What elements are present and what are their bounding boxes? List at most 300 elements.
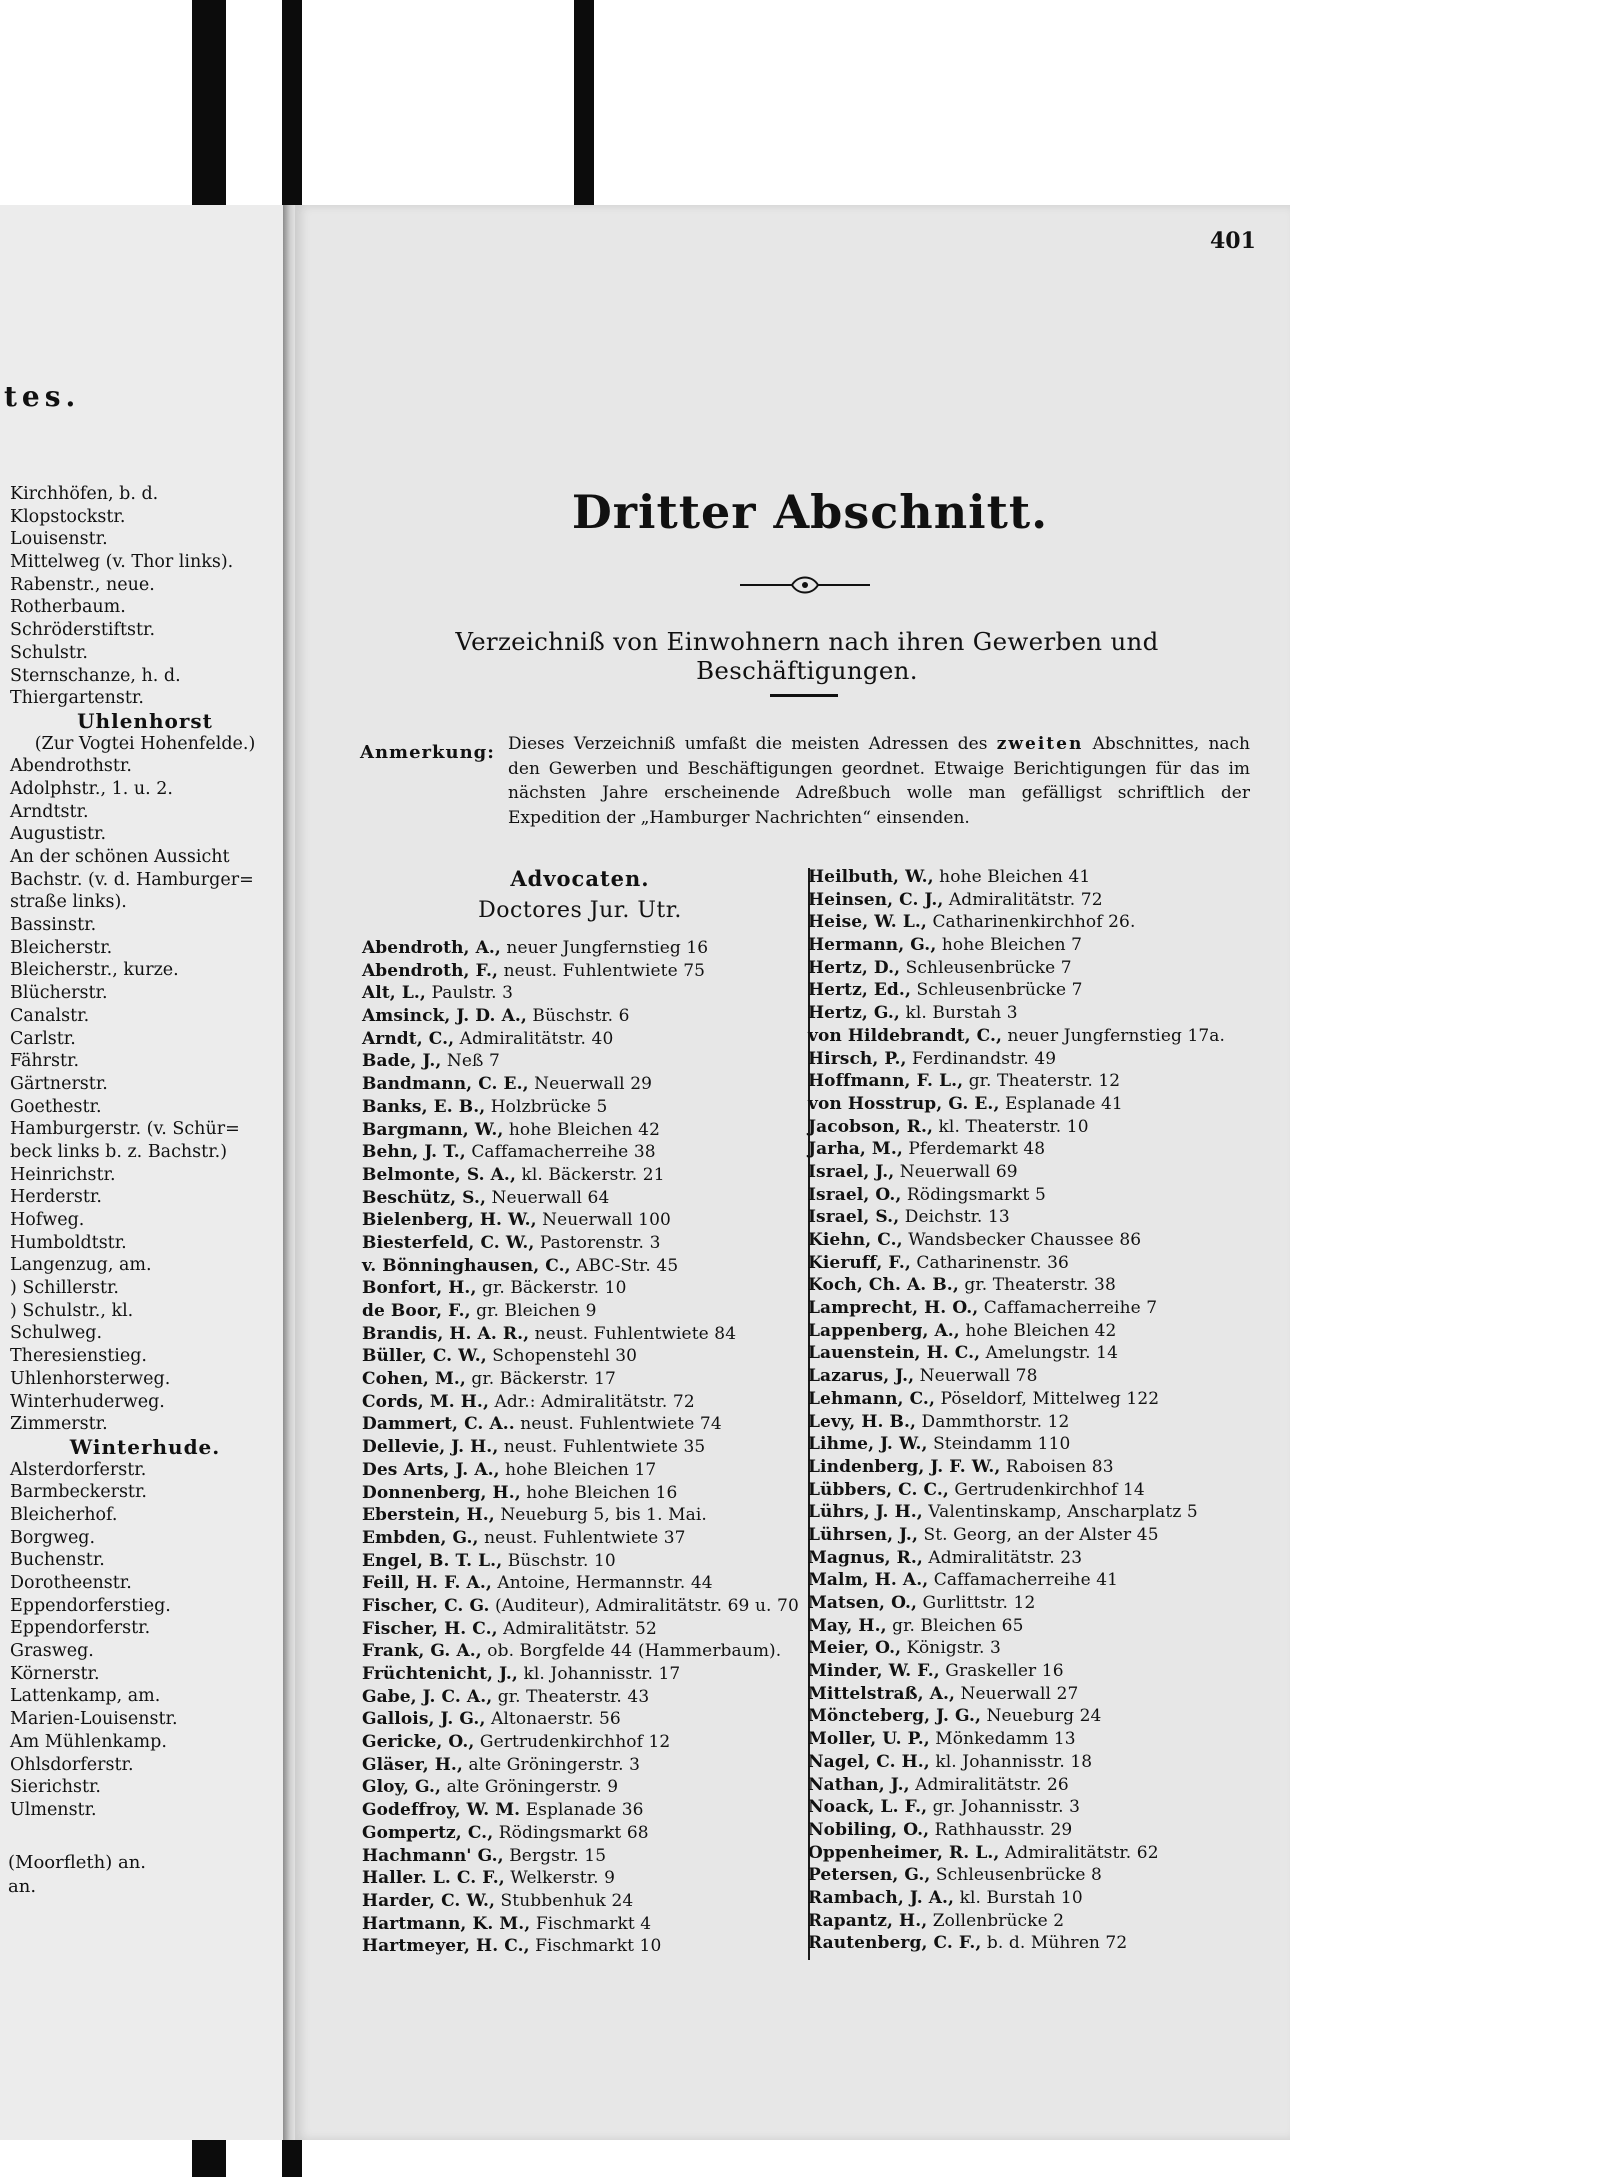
directory-entry bbox=[808, 1819, 1278, 1842]
directory-entry bbox=[808, 934, 1278, 957]
street-item: Marien-Louisenstr. bbox=[10, 1709, 178, 1730]
entry-name: Dammert, C. A.. bbox=[362, 1414, 515, 1435]
entry-address: Schleusenbrücke 7 bbox=[910, 980, 1083, 1001]
street-item: Canalstr. bbox=[10, 1005, 90, 1026]
note-text bbox=[508, 732, 1250, 830]
street-item: Dorotheenstr. bbox=[10, 1573, 132, 1593]
directory-entry bbox=[808, 1842, 1278, 1865]
entry-address: gr. Johannisstr. 3 bbox=[927, 1797, 1081, 1818]
entry-name: May, H., bbox=[808, 1615, 887, 1636]
entry-address: Schopenstehl 30 bbox=[486, 1346, 638, 1367]
directory-entry bbox=[362, 982, 807, 1005]
street-item: ) Schulstr., kl. bbox=[10, 1300, 134, 1321]
entry-address: Pöseldorf, Mittelweg 122 bbox=[934, 1388, 1160, 1409]
directory-entry bbox=[808, 1274, 1278, 1297]
directory-entry bbox=[362, 1459, 807, 1482]
street-item: Eppendorferstr. bbox=[10, 1618, 151, 1639]
entry-name: Meier, O., bbox=[808, 1638, 902, 1659]
directory-entry bbox=[362, 1391, 807, 1414]
directory-entry bbox=[808, 1910, 1278, 1933]
directory-entry bbox=[362, 1187, 807, 1210]
entry-address: Büschstr. 6 bbox=[526, 1006, 630, 1027]
entry-column-left bbox=[362, 937, 807, 1958]
page-number: 401 bbox=[1210, 228, 1256, 254]
street-item: Schulstr. bbox=[10, 642, 88, 663]
directory-entry bbox=[362, 1822, 807, 1845]
entry-address: Antoine, Hermannstr. 44 bbox=[491, 1573, 713, 1594]
entry-address: Neuerwall 100 bbox=[536, 1210, 671, 1231]
street-list bbox=[10, 483, 280, 1822]
street-item: Eppendorferstieg. bbox=[10, 1595, 171, 1616]
entry-address: Adr.: Admiralitätstr. 72 bbox=[488, 1391, 695, 1412]
directory-entry bbox=[808, 1206, 1278, 1229]
street-item: ) Schillerstr. bbox=[10, 1278, 119, 1299]
entry-name: Noack, L. F., bbox=[808, 1797, 928, 1818]
entry-name: Abendroth, A., bbox=[362, 938, 501, 958]
entry-address: hohe Bleichen 17 bbox=[499, 1459, 657, 1480]
entry-address: kl. Johannisstr. 17 bbox=[517, 1664, 681, 1684]
entry-name: Embden, G., bbox=[362, 1527, 479, 1548]
directory-entry bbox=[362, 1913, 807, 1936]
entry-address: Esplanade 41 bbox=[999, 1093, 1123, 1114]
entry-name: Lazarus, J., bbox=[808, 1366, 915, 1387]
entry-name: Hermann, G., bbox=[808, 935, 937, 956]
directory-entry bbox=[808, 1320, 1278, 1343]
entry-address: Admiralitätstr. 72 bbox=[943, 889, 1103, 910]
entry-name: Abendroth, F., bbox=[362, 960, 499, 981]
directory-entry bbox=[362, 1028, 807, 1051]
entry-name: Fischer, C. G. bbox=[362, 1595, 490, 1616]
entry-name: Nathan, J., bbox=[808, 1774, 910, 1795]
entry-name: Israel, S., bbox=[808, 1207, 900, 1228]
entry-address: Catharinenstr. 36 bbox=[910, 1252, 1069, 1273]
directory-entry bbox=[808, 1411, 1278, 1434]
entry-address: ABC-Str. 45 bbox=[570, 1255, 679, 1276]
street-item: Kirchhöfen, b. d. bbox=[10, 484, 159, 504]
street-item: Gärtnerstr. bbox=[10, 1073, 108, 1094]
street-item: Körnerstr. bbox=[10, 1663, 100, 1684]
directory-entry bbox=[808, 1592, 1278, 1615]
entry-address: kl. Bäckerstr. 21 bbox=[515, 1164, 665, 1185]
entry-name: Gläser, H., bbox=[362, 1754, 463, 1775]
entry-name: Hertz, Ed., bbox=[808, 980, 911, 1001]
entry-address: Gertrudenkirchhof 12 bbox=[474, 1732, 671, 1753]
directory-entry bbox=[362, 1754, 807, 1777]
directory-entry bbox=[362, 1277, 807, 1300]
directory-entry bbox=[362, 1890, 807, 1913]
entry-address: kl. Theaterstr. 10 bbox=[933, 1116, 1089, 1137]
directory-entry bbox=[808, 1887, 1278, 1910]
entry-name: Lehmann, C., bbox=[808, 1388, 935, 1409]
street-item: Schröderstiftstr. bbox=[10, 620, 156, 641]
directory-entry bbox=[362, 1663, 807, 1686]
directory-entry bbox=[362, 1550, 807, 1573]
directory-entry bbox=[362, 1368, 807, 1391]
entry-address: hohe Bleichen 42 bbox=[503, 1119, 661, 1140]
entry-name: Alt, L., bbox=[362, 983, 426, 1004]
entry-address: Gurlittstr. 12 bbox=[917, 1593, 1036, 1613]
entry-address: neust. Fuhlentwiete 37 bbox=[478, 1527, 686, 1548]
street-item: Uhlenhorst bbox=[77, 708, 213, 733]
entry-address: hohe Bleichen 16 bbox=[520, 1482, 678, 1503]
entry-name: Lamprecht, H. O., bbox=[808, 1298, 979, 1319]
directory-entry bbox=[808, 1864, 1278, 1887]
street-item: Carlstr. bbox=[10, 1028, 76, 1049]
entry-address: Paulstr. 3 bbox=[425, 983, 514, 1004]
street-item: Goethestr. bbox=[10, 1096, 102, 1117]
directory-entry bbox=[808, 1116, 1278, 1139]
entry-address: neust. Fuhlentwiete 74 bbox=[514, 1414, 722, 1435]
entry-name: Bielenberg, H. W., bbox=[362, 1210, 537, 1231]
directory-entry bbox=[362, 1050, 807, 1073]
entry-address: neust. Fuhlentwiete 75 bbox=[498, 960, 706, 981]
section-subtitle: Verzeichniß von Einwohnern nach ihren Gewerben und Beschäftigungen. bbox=[455, 627, 1159, 685]
street-item: Fährstr. bbox=[10, 1051, 80, 1072]
entry-name: von Hosstrup, G. E., bbox=[808, 1093, 1000, 1114]
entry-name: Amsinck, J. D. A., bbox=[362, 1006, 527, 1027]
street-item: Louisenstr. bbox=[10, 529, 108, 550]
street-item: Zimmerstr. bbox=[10, 1414, 108, 1435]
entry-address: Neuerwall 29 bbox=[528, 1074, 653, 1095]
entry-address: b. d. Mühren 72 bbox=[981, 1933, 1128, 1954]
entry-name: Gabe, J. C. A., bbox=[362, 1686, 493, 1707]
street-item: Arndtstr. bbox=[10, 801, 89, 822]
entry-address: Neuerwall 64 bbox=[485, 1187, 610, 1208]
street-item: Bachstr. (v. d. Hamburger= bbox=[10, 869, 254, 890]
street-item: Bleicherstr., kurze. bbox=[10, 960, 179, 981]
entry-address: Ferdinandstr. 49 bbox=[906, 1048, 1057, 1069]
entry-name: Hachmann' G., bbox=[362, 1845, 504, 1866]
directory-entry bbox=[808, 1388, 1278, 1411]
directory-entry bbox=[808, 1479, 1278, 1502]
entry-name: Hirsch, P., bbox=[808, 1048, 907, 1069]
street-item: (Zur Vogtei Hohenfelde.) bbox=[34, 733, 256, 754]
directory-entry bbox=[362, 1255, 807, 1278]
entry-name: Magnus, R., bbox=[808, 1547, 923, 1568]
note-text-part: Abschnittes, nach den Gewerben und Beschäftigungen geordnet. Etwaige Berichtigungen für das im nächsten Jahre erscheinende Adreßbuch wolle man gefälligst schriftlich der Expedition der „Hamburger Nachrichten“ einsenden. bbox=[508, 734, 1250, 828]
entry-name: Lührs, J. H., bbox=[808, 1502, 923, 1523]
entry-name: v. Bönninghausen, C., bbox=[362, 1255, 571, 1276]
entry-name: Behn, J. T., bbox=[362, 1142, 466, 1163]
category-heading: Advocaten. bbox=[510, 866, 650, 891]
directory-entry bbox=[362, 1073, 807, 1096]
directory-entry bbox=[362, 1164, 807, 1187]
entry-address: Pferdemarkt 48 bbox=[902, 1139, 1046, 1160]
entry-name: Minder, W. F., bbox=[808, 1661, 940, 1682]
entry-name: Biesterfeld, C. W., bbox=[362, 1232, 535, 1253]
entry-address: Steindamm 110 bbox=[927, 1434, 1071, 1455]
directory-entry bbox=[808, 1093, 1278, 1116]
directory-entry bbox=[808, 1637, 1278, 1660]
directory-entry bbox=[362, 1300, 807, 1323]
entry-address: Caffamacherreihe 41 bbox=[928, 1570, 1119, 1591]
entry-address: Dammthorstr. 12 bbox=[916, 1411, 1070, 1432]
entry-address: gr. Bleichen 65 bbox=[886, 1615, 1024, 1636]
scanner-edge-strip bbox=[574, 0, 594, 212]
scanner-edge-strip bbox=[192, 0, 226, 208]
entry-name: Mittelstraß, A., bbox=[808, 1683, 956, 1704]
directory-entry bbox=[362, 1005, 807, 1028]
street-item: beck links b. z. Bachstr.) bbox=[10, 1141, 228, 1162]
directory-entry bbox=[808, 1456, 1278, 1479]
street-item: Heinrichstr. bbox=[10, 1164, 116, 1185]
street-item: Sierichstr. bbox=[10, 1777, 101, 1798]
entry-name: Bonfort, H., bbox=[362, 1278, 477, 1299]
entry-address: Neueburg 5, bis 1. Mai. bbox=[494, 1505, 707, 1526]
street-item: Abendrothstr. bbox=[10, 756, 132, 777]
entry-name: Des Arts, J. A., bbox=[362, 1459, 500, 1480]
entry-name: Lauenstein, H. C., bbox=[808, 1343, 981, 1364]
entry-address: hohe Bleichen 42 bbox=[959, 1320, 1117, 1341]
directory-entry bbox=[808, 1025, 1278, 1048]
entry-name: Heilbuth, W., bbox=[808, 867, 934, 887]
directory-entry bbox=[362, 1686, 807, 1709]
category-subheading: Doctores Jur. Utr. bbox=[478, 898, 682, 923]
book-gutter bbox=[283, 205, 295, 2140]
entry-name: Bade, J., bbox=[362, 1051, 442, 1072]
entry-address: (Auditeur), Admiralitätstr. 69 u. 70 bbox=[489, 1595, 799, 1616]
entry-address: gr. Theaterstr. 38 bbox=[958, 1275, 1116, 1296]
entry-address: kl. Burstah 10 bbox=[954, 1887, 1083, 1908]
directory-entry bbox=[362, 1799, 807, 1822]
directory-entry bbox=[362, 1776, 807, 1799]
entry-name: Bandmann, C. E., bbox=[362, 1074, 529, 1095]
scanner-edge-strip bbox=[282, 0, 302, 208]
entry-name: Nagel, C. H., bbox=[808, 1751, 930, 1772]
directory-entry bbox=[808, 1683, 1278, 1706]
entry-address: Deichstr. 13 bbox=[899, 1207, 1010, 1228]
directory-entry bbox=[362, 1232, 807, 1255]
directory-entry bbox=[808, 957, 1278, 980]
footer-line: (Moorfleth) an. bbox=[8, 1852, 147, 1873]
entry-name: Lindenberg, J. F. W., bbox=[808, 1456, 1001, 1477]
entry-name: Hoffmann, F. L., bbox=[808, 1071, 964, 1092]
entry-address: alte Gröningerstr. 9 bbox=[441, 1777, 619, 1798]
directory-entry bbox=[808, 1070, 1278, 1093]
entry-name: Jarha, M., bbox=[808, 1139, 903, 1160]
entry-name: Hartmeyer, H. C., bbox=[362, 1936, 530, 1957]
left-page-footer bbox=[8, 1851, 146, 1899]
street-item: Herderstr. bbox=[10, 1187, 102, 1208]
directory-entry bbox=[362, 1345, 807, 1368]
directory-entry bbox=[808, 1048, 1278, 1071]
entry-name: de Boor, F., bbox=[362, 1301, 471, 1321]
entry-name: Godeffroy, W. M. bbox=[362, 1800, 521, 1821]
scanner-edge-strip bbox=[192, 2140, 226, 2177]
entry-address: Büschstr. 10 bbox=[502, 1550, 616, 1571]
entry-address: neust. Fuhlentwiete 84 bbox=[529, 1323, 737, 1344]
entry-address: hohe Bleichen 7 bbox=[936, 935, 1083, 956]
entry-address: neuer Jungfernstieg 17a. bbox=[1002, 1025, 1226, 1046]
entry-column-right bbox=[808, 866, 1278, 1955]
street-item: straße links). bbox=[10, 892, 127, 913]
directory-entry bbox=[362, 1119, 807, 1142]
left-page-header: tes. bbox=[4, 380, 81, 413]
entry-name: Malm, H. A., bbox=[808, 1570, 929, 1591]
street-item: Grasweg. bbox=[10, 1641, 94, 1662]
short-rule bbox=[770, 694, 838, 697]
directory-entry bbox=[362, 1618, 807, 1641]
entry-address: gr. Theaterstr. 43 bbox=[492, 1686, 650, 1707]
entry-address: Rödingsmarkt 5 bbox=[901, 1184, 1046, 1205]
entry-address: Rathhausstr. 29 bbox=[929, 1819, 1073, 1840]
entry-address: Admiralitätstr. 40 bbox=[454, 1028, 614, 1049]
entry-name: Bargmann, W., bbox=[362, 1119, 504, 1140]
directory-entry bbox=[362, 1482, 807, 1505]
entry-address: kl. Johannisstr. 18 bbox=[929, 1751, 1093, 1772]
street-item: Thiergartenstr. bbox=[10, 688, 144, 709]
footer-line: an. bbox=[8, 1876, 37, 1897]
entry-address: Bergstr. 15 bbox=[503, 1845, 607, 1866]
directory-entry bbox=[808, 1615, 1278, 1638]
entry-name: Feill, H. F. A., bbox=[362, 1573, 492, 1594]
directory-entry bbox=[808, 1569, 1278, 1592]
street-item: Augustistr. bbox=[10, 824, 107, 845]
entry-address: gr. Theaterstr. 12 bbox=[963, 1071, 1121, 1092]
entry-address: Raboisen 83 bbox=[1000, 1456, 1114, 1477]
directory-entry bbox=[808, 1751, 1278, 1774]
entry-name: Hertz, D., bbox=[808, 957, 901, 978]
entry-address: Stubbenhuk 24 bbox=[495, 1890, 634, 1911]
entry-address: Admiralitätstr. 52 bbox=[497, 1618, 657, 1639]
note-label: Anmerkung: bbox=[360, 742, 495, 763]
directory-entry bbox=[808, 911, 1278, 934]
ornament-divider-icon bbox=[740, 570, 870, 600]
entry-address: Admiralitätstr. 62 bbox=[999, 1842, 1159, 1863]
entry-name: Rapantz, H., bbox=[808, 1910, 928, 1931]
entry-address: Valentinskamp, Anscharplatz 5 bbox=[922, 1502, 1198, 1523]
entry-name: Kieruff, F., bbox=[808, 1252, 911, 1273]
directory-entry bbox=[362, 1096, 807, 1119]
directory-entry bbox=[808, 1705, 1278, 1728]
entry-address: Holzbrücke 5 bbox=[485, 1096, 608, 1117]
entry-name: Donnenberg, H., bbox=[362, 1482, 521, 1503]
entry-name: Dellevie, J. H., bbox=[362, 1437, 499, 1458]
entry-address: alte Gröningerstr. 3 bbox=[462, 1754, 641, 1775]
entry-name: Moller, U. P., bbox=[808, 1729, 930, 1750]
entry-address: Schleusenbrücke 8 bbox=[930, 1865, 1102, 1886]
entry-address: Welkerstr. 9 bbox=[504, 1868, 616, 1889]
directory-entry bbox=[808, 979, 1278, 1002]
note-emphasis: zweiten bbox=[996, 734, 1084, 754]
directory-entry bbox=[362, 1708, 807, 1731]
entry-address: Graskeller 16 bbox=[939, 1661, 1064, 1682]
entry-name: Rautenberg, C. F., bbox=[808, 1933, 982, 1954]
entry-name: Arndt, C., bbox=[362, 1028, 455, 1049]
entry-name: Brandis, H. A. R., bbox=[362, 1323, 530, 1344]
entry-address: gr. Bäckerstr. 17 bbox=[465, 1369, 616, 1390]
entry-address: Neß 7 bbox=[441, 1051, 500, 1072]
entry-address: gr. Bäckerstr. 10 bbox=[476, 1278, 627, 1299]
entry-name: Oppenheimer, R. L., bbox=[808, 1842, 1000, 1863]
entry-address: Gertrudenkirchhof 14 bbox=[948, 1479, 1145, 1500]
directory-entry bbox=[362, 1845, 807, 1868]
directory-entry bbox=[362, 1504, 807, 1527]
entry-name: Haller. L. C. F., bbox=[362, 1868, 505, 1889]
directory-entry bbox=[808, 1660, 1278, 1683]
directory-entry bbox=[808, 1501, 1278, 1524]
entry-name: Harder, C. W., bbox=[362, 1890, 496, 1911]
entry-name: Engel, B. T. L., bbox=[362, 1550, 503, 1571]
directory-entry bbox=[362, 1436, 807, 1459]
street-item: Bleicherhof. bbox=[10, 1504, 118, 1525]
directory-entry bbox=[808, 889, 1278, 912]
entry-address: gr. Bleichen 9 bbox=[470, 1301, 597, 1321]
street-item: Ulmenstr. bbox=[10, 1799, 97, 1820]
entry-address: Wandsbecker Chaussee 86 bbox=[902, 1230, 1142, 1250]
note-text-part: Dieses Verzeichniß umfaßt die meisten Adressen des bbox=[508, 734, 988, 754]
entry-name: Gloy, G., bbox=[362, 1777, 442, 1798]
directory-entry bbox=[362, 960, 807, 983]
entry-name: Früchtenicht, J., bbox=[362, 1664, 518, 1684]
entry-name: Lübbers, C. C., bbox=[808, 1479, 949, 1500]
entry-address: Rödingsmarkt 68 bbox=[493, 1822, 649, 1843]
entry-name: Belmonte, S. A., bbox=[362, 1164, 516, 1185]
street-item: Ohlsdorferstr. bbox=[10, 1754, 134, 1775]
entry-name: Lappenberg, A., bbox=[808, 1320, 960, 1341]
street-item: Hamburgerstr. (v. Schür= bbox=[10, 1119, 240, 1140]
entry-name: Frank, G. A., bbox=[362, 1641, 482, 1662]
entry-address: Esplanade 36 bbox=[520, 1800, 644, 1821]
entry-address: Pastorenstr. 3 bbox=[534, 1232, 661, 1253]
street-item: Winterhude. bbox=[69, 1434, 221, 1459]
entry-name: Cords, M. H., bbox=[362, 1391, 489, 1412]
entry-address: kl. Burstah 3 bbox=[899, 1003, 1018, 1024]
entry-name: Cohen, M., bbox=[362, 1369, 466, 1390]
directory-entry bbox=[362, 1413, 807, 1436]
entry-address: Caffamacherreihe 38 bbox=[465, 1142, 656, 1163]
directory-entry bbox=[362, 1527, 807, 1550]
entry-address: Neueburg 24 bbox=[981, 1706, 1102, 1727]
entry-address: ob. Borgfelde 44 (Hammerbaum). bbox=[481, 1641, 782, 1662]
entry-name: Möncteberg, J. G., bbox=[808, 1706, 982, 1727]
entry-address: Fischmarkt 4 bbox=[530, 1913, 652, 1934]
entry-address: neuer Jungfernstieg 16 bbox=[500, 938, 709, 958]
entry-name: Büller, C. W., bbox=[362, 1346, 487, 1367]
entry-name: Heise, W. L., bbox=[808, 912, 927, 933]
entry-name: Gericke, O., bbox=[362, 1732, 475, 1753]
section-title: Dritter Abschnitt. bbox=[571, 485, 1049, 539]
entry-address: Catharinenkirchhof 26. bbox=[926, 912, 1136, 933]
street-item: Langenzug, am. bbox=[10, 1255, 152, 1276]
street-item: Blücherstr. bbox=[10, 983, 108, 1004]
entry-name: von Hildebrandt, C., bbox=[808, 1025, 1003, 1046]
entry-name: Eberstein, H., bbox=[362, 1505, 495, 1526]
directory-entry bbox=[808, 1728, 1278, 1751]
entry-name: Israel, J., bbox=[808, 1161, 895, 1182]
directory-entry bbox=[362, 1572, 807, 1595]
street-item: Lattenkamp, am. bbox=[10, 1686, 161, 1707]
directory-entry bbox=[808, 866, 1278, 889]
directory-entry bbox=[808, 1365, 1278, 1388]
entry-address: Zollenbrücke 2 bbox=[927, 1910, 1065, 1931]
directory-entry bbox=[808, 1932, 1278, 1955]
entry-address: Neuerwall 78 bbox=[914, 1366, 1038, 1387]
entry-address: Neuerwall 27 bbox=[955, 1683, 1079, 1704]
entry-address: Neuerwall 69 bbox=[894, 1161, 1018, 1182]
street-item: Mittelweg (v. Thor links). bbox=[10, 552, 234, 573]
directory-entry bbox=[362, 1935, 807, 1958]
street-item: Bleicherstr. bbox=[10, 937, 113, 958]
street-item: Barmbeckerstr. bbox=[10, 1482, 147, 1503]
entry-name: Israel, O., bbox=[808, 1184, 902, 1205]
entry-name: Gallois, J. G., bbox=[362, 1709, 486, 1730]
left-page bbox=[0, 205, 283, 2140]
directory-entry bbox=[808, 1796, 1278, 1819]
street-item: Rotherbaum. bbox=[10, 597, 126, 618]
entry-address: Fischmarkt 10 bbox=[529, 1936, 662, 1957]
entry-name: Lihme, J. W., bbox=[808, 1434, 928, 1455]
